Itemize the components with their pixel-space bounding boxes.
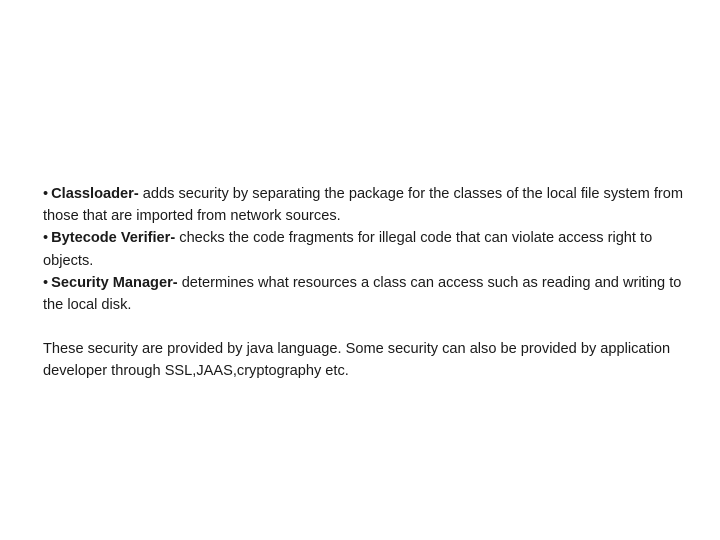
bullet-item-bytecode-verifier <box>43 227 683 271</box>
bullet-icon: • <box>43 230 49 247</box>
bullet-icon: • <box>43 274 49 291</box>
bullet-item-classloader <box>43 183 683 227</box>
bullet-text: adds security by separating the package for the classes of the local file system from those that are imported from network sources. <box>43 186 684 225</box>
bullet-item-security-manager <box>43 272 683 316</box>
bullet-term: Security Manager- <box>51 274 178 291</box>
bullet-text: determines what resources a class can access such as reading and writing to the local disk. <box>43 274 682 314</box>
bullet-term: Bytecode Verifier- <box>51 230 176 247</box>
bullet-list <box>43 183 683 316</box>
bullet-icon: • <box>43 186 49 202</box>
slide-content <box>43 183 683 383</box>
bullet-term: Classloader- <box>51 186 139 202</box>
bullet-text: checks the code fragments for illegal code that can violate access right to objects. <box>43 230 653 269</box>
closing-paragraph: These security are provided by java language. Some security can also be provided by application developer through SSL,JAAS,cryptography etc. <box>43 341 671 380</box>
